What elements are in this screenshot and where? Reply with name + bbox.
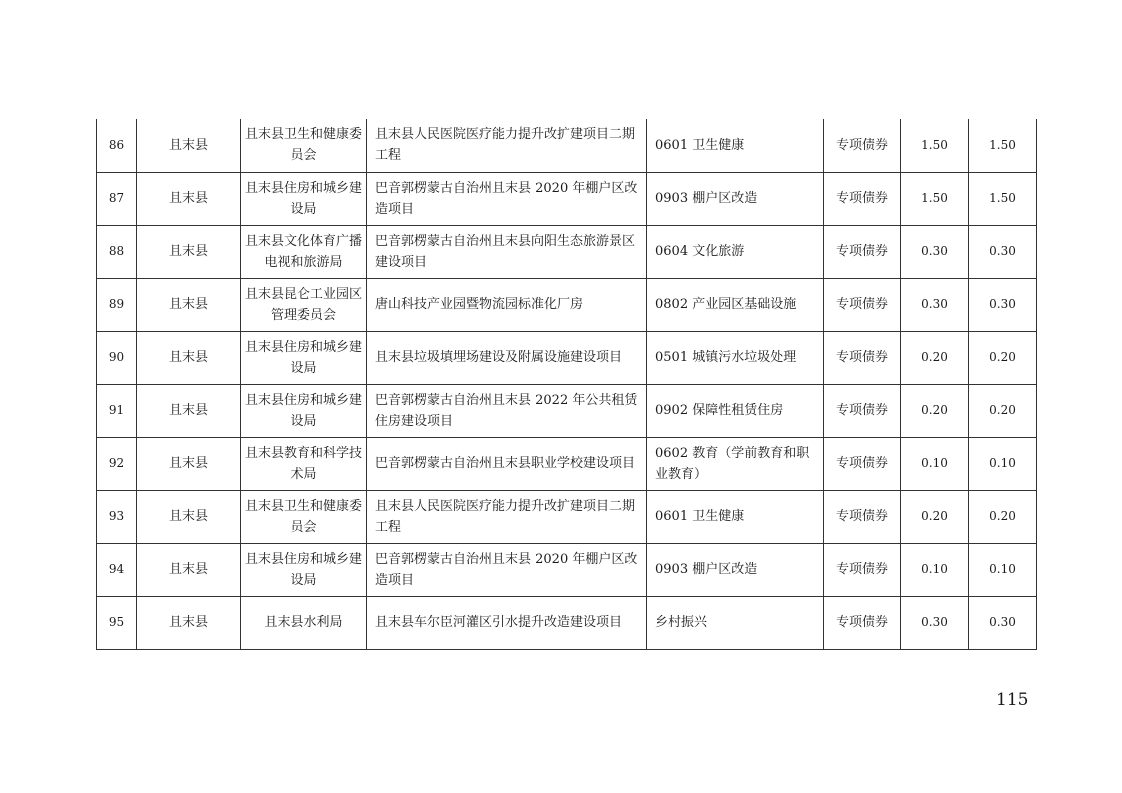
category-cell: 乡村振兴 — [647, 596, 824, 649]
category-cell: 0501 城镇污水垃圾处理 — [647, 331, 824, 384]
unit-cell: 且末县住房和城乡建设局 — [241, 384, 367, 437]
amount-cell: 0.30 — [901, 278, 969, 331]
bond-type-cell: 专项债券 — [824, 331, 901, 384]
bond-type-cell: 专项债券 — [824, 384, 901, 437]
project-name-cell: 巴音郭楞蒙古自治州且末县 2020 年棚户区改造项目 — [367, 172, 647, 225]
category-cell: 0604 文化旅游 — [647, 225, 824, 278]
county-cell: 且末县 — [137, 119, 241, 172]
row-number: 91 — [97, 384, 137, 437]
county-cell: 且末县 — [137, 278, 241, 331]
category-cell: 0903 棚户区改造 — [647, 543, 824, 596]
county-cell: 且末县 — [137, 437, 241, 490]
category-cell: 0902 保障性租赁住房 — [647, 384, 824, 437]
bond-type-cell: 专项债券 — [824, 278, 901, 331]
table-row — [97, 596, 1037, 649]
row-number: 93 — [97, 490, 137, 543]
row-number: 92 — [97, 437, 137, 490]
amount-cell: 0.20 — [969, 490, 1037, 543]
unit-cell: 且末县住房和城乡建设局 — [241, 331, 367, 384]
county-cell: 且末县 — [137, 225, 241, 278]
category-cell: 0601 卫生健康 — [647, 490, 824, 543]
page-number: 115 — [996, 690, 1029, 710]
project-name-cell: 唐山科技产业园暨物流园标准化厂房 — [367, 278, 647, 331]
unit-cell: 且末县文化体育广播电视和旅游局 — [241, 225, 367, 278]
unit-cell: 且末县卫生和健康委员会 — [241, 119, 367, 172]
county-cell: 且末县 — [137, 172, 241, 225]
bond-type-cell: 专项债券 — [824, 172, 901, 225]
project-name-cell: 巴音郭楞蒙古自治州且末县 2022 年公共租赁住房建设项目 — [367, 384, 647, 437]
unit-cell: 且末县水利局 — [241, 596, 367, 649]
row-number: 90 — [97, 331, 137, 384]
table-row — [97, 437, 1037, 490]
project-name-cell: 巴音郭楞蒙古自治州且末县职业学校建设项目 — [367, 437, 647, 490]
row-number: 95 — [97, 596, 137, 649]
unit-cell: 且末县昆仑工业园区管理委员会 — [241, 278, 367, 331]
row-number: 87 — [97, 172, 137, 225]
project-name-cell: 巴音郭楞蒙古自治州且末县向阳生态旅游景区建设项目 — [367, 225, 647, 278]
table-row — [97, 225, 1037, 278]
unit-cell: 且末县住房和城乡建设局 — [241, 172, 367, 225]
bond-project-table — [96, 119, 1036, 650]
row-number: 88 — [97, 225, 137, 278]
amount-cell: 1.50 — [969, 119, 1037, 172]
amount-cell: 0.20 — [969, 384, 1037, 437]
table-row — [97, 119, 1037, 172]
amount-cell: 0.20 — [969, 331, 1037, 384]
amount-cell: 0.20 — [901, 331, 969, 384]
bond-type-cell: 专项债券 — [824, 225, 901, 278]
project-name-cell: 且末县人民医院医疗能力提升改扩建项目二期工程 — [367, 119, 647, 172]
row-number: 94 — [97, 543, 137, 596]
table-row — [97, 384, 1037, 437]
category-cell: 0601 卫生健康 — [647, 119, 824, 172]
bond-type-cell: 专项债券 — [824, 543, 901, 596]
table-row — [97, 490, 1037, 543]
data-table — [96, 119, 1037, 650]
amount-cell: 0.10 — [901, 543, 969, 596]
amount-cell: 0.30 — [969, 278, 1037, 331]
unit-cell: 且末县教育和科学技术局 — [241, 437, 367, 490]
amount-cell: 1.50 — [901, 119, 969, 172]
table-row — [97, 278, 1037, 331]
amount-cell: 1.50 — [901, 172, 969, 225]
amount-cell: 0.10 — [901, 437, 969, 490]
unit-cell: 且末县住房和城乡建设局 — [241, 543, 367, 596]
amount-cell: 0.10 — [969, 437, 1037, 490]
amount-cell: 0.30 — [969, 225, 1037, 278]
amount-cell: 0.20 — [901, 490, 969, 543]
table-row — [97, 172, 1037, 225]
category-cell: 0903 棚户区改造 — [647, 172, 824, 225]
county-cell: 且末县 — [137, 490, 241, 543]
county-cell: 且末县 — [137, 384, 241, 437]
bond-type-cell: 专项债券 — [824, 490, 901, 543]
bond-type-cell: 专项债券 — [824, 437, 901, 490]
amount-cell: 0.20 — [901, 384, 969, 437]
category-cell: 0602 教育（学前教育和职业教育） — [647, 437, 824, 490]
county-cell: 且末县 — [137, 596, 241, 649]
table-row — [97, 543, 1037, 596]
row-number: 89 — [97, 278, 137, 331]
unit-cell: 且末县卫生和健康委员会 — [241, 490, 367, 543]
bond-type-cell: 专项债券 — [824, 119, 901, 172]
amount-cell: 0.30 — [901, 225, 969, 278]
county-cell: 且末县 — [137, 543, 241, 596]
bond-type-cell: 专项债券 — [824, 596, 901, 649]
category-cell: 0802 产业园区基础设施 — [647, 278, 824, 331]
row-number: 86 — [97, 119, 137, 172]
project-name-cell: 且末县车尔臣河灌区引水提升改造建设项目 — [367, 596, 647, 649]
table-row — [97, 331, 1037, 384]
county-cell: 且末县 — [137, 331, 241, 384]
project-name-cell: 且末县人民医院医疗能力提升改扩建项目二期工程 — [367, 490, 647, 543]
amount-cell: 0.10 — [969, 543, 1037, 596]
table-body — [97, 119, 1037, 649]
amount-cell: 0.30 — [901, 596, 969, 649]
amount-cell: 0.30 — [969, 596, 1037, 649]
project-name-cell: 且末县垃圾填埋场建设及附属设施建设项目 — [367, 331, 647, 384]
project-name-cell: 巴音郭楞蒙古自治州且末县 2020 年棚户区改造项目 — [367, 543, 647, 596]
amount-cell: 1.50 — [969, 172, 1037, 225]
